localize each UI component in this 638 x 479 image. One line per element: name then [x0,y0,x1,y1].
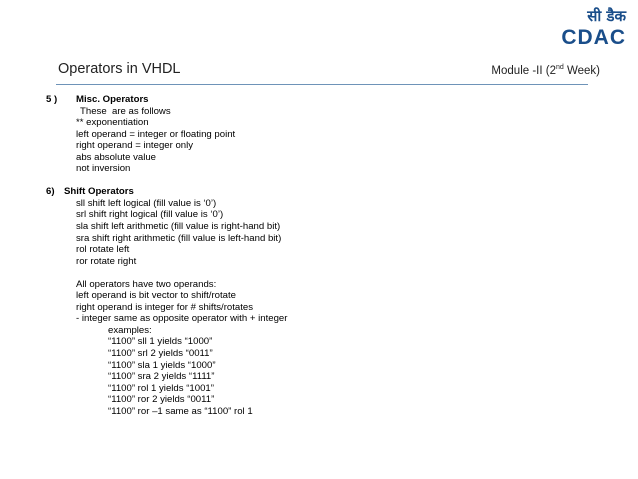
section-heading-misc [46,94,606,106]
note-item: right operand is integer for # shifts/rotates [76,301,254,313]
list-item: ror rotate right [76,255,137,267]
list-item: sra shift right arithmetic (fill value is left-hand bit) [76,232,282,244]
example-item: “1100” sra 2 yields “1111” [108,371,215,383]
section-heading-shift [46,186,606,198]
example-item: “1100” rol 1 yields “1001” [108,382,214,394]
list-item: rol rotate left [76,244,130,256]
example-item: “1100” ror –1 same as “1100” rol 1 [108,405,253,417]
section-number: 6) [46,186,55,198]
examples-label: examples: [108,324,152,336]
list-item: right operand = integer only [76,140,194,152]
slide-title: Operators in VHDL [58,61,181,77]
spacer [46,267,606,279]
example-item: “1100” srl 2 yields “0011” [108,348,213,360]
module-suffix: Week) [563,65,600,77]
header-divider [56,84,588,85]
section-intro: These are as follows [80,105,171,117]
section-title: Shift Operators [64,186,134,198]
module-superscript: nd [555,64,564,71]
note-item: left operand is bit vector to shift/rotate [76,290,236,302]
list-item: not inversion [76,163,131,175]
module-prefix: Module -II (2 [491,65,556,77]
module-label [491,64,600,77]
list-item: sla shift left arithmetic (fill value is right-hand bit) [76,221,281,233]
example-item: “1100” ror 2 yields “0011” [108,394,215,406]
list-item: sll shift left logical (fill value is ‘0’) [76,197,217,209]
logo-brand-text: CDAC [561,26,626,49]
note-item: All operators have two operands: [76,278,217,290]
cdac-logo [562,6,626,50]
section-number: 5 ) [46,94,58,105]
list-item: srl shift right logical (fill value is ‘0’) [76,209,224,221]
logo-hindi-text: सी डैक [587,7,626,25]
section-title: Misc. Operators [76,94,149,105]
list-item: abs absolute value [76,151,157,163]
list-item: ** exponentiation [76,117,149,129]
slide-body [46,94,606,417]
example-item: “1100” sla 1 yields “1000” [108,359,216,371]
example-item: “1100” sll 1 yields “1000” [108,336,213,348]
note-item: - integer same as opposite operator with + integer [76,313,288,325]
list-item: left operand = integer or floating point [76,128,236,140]
spacer [46,175,606,187]
